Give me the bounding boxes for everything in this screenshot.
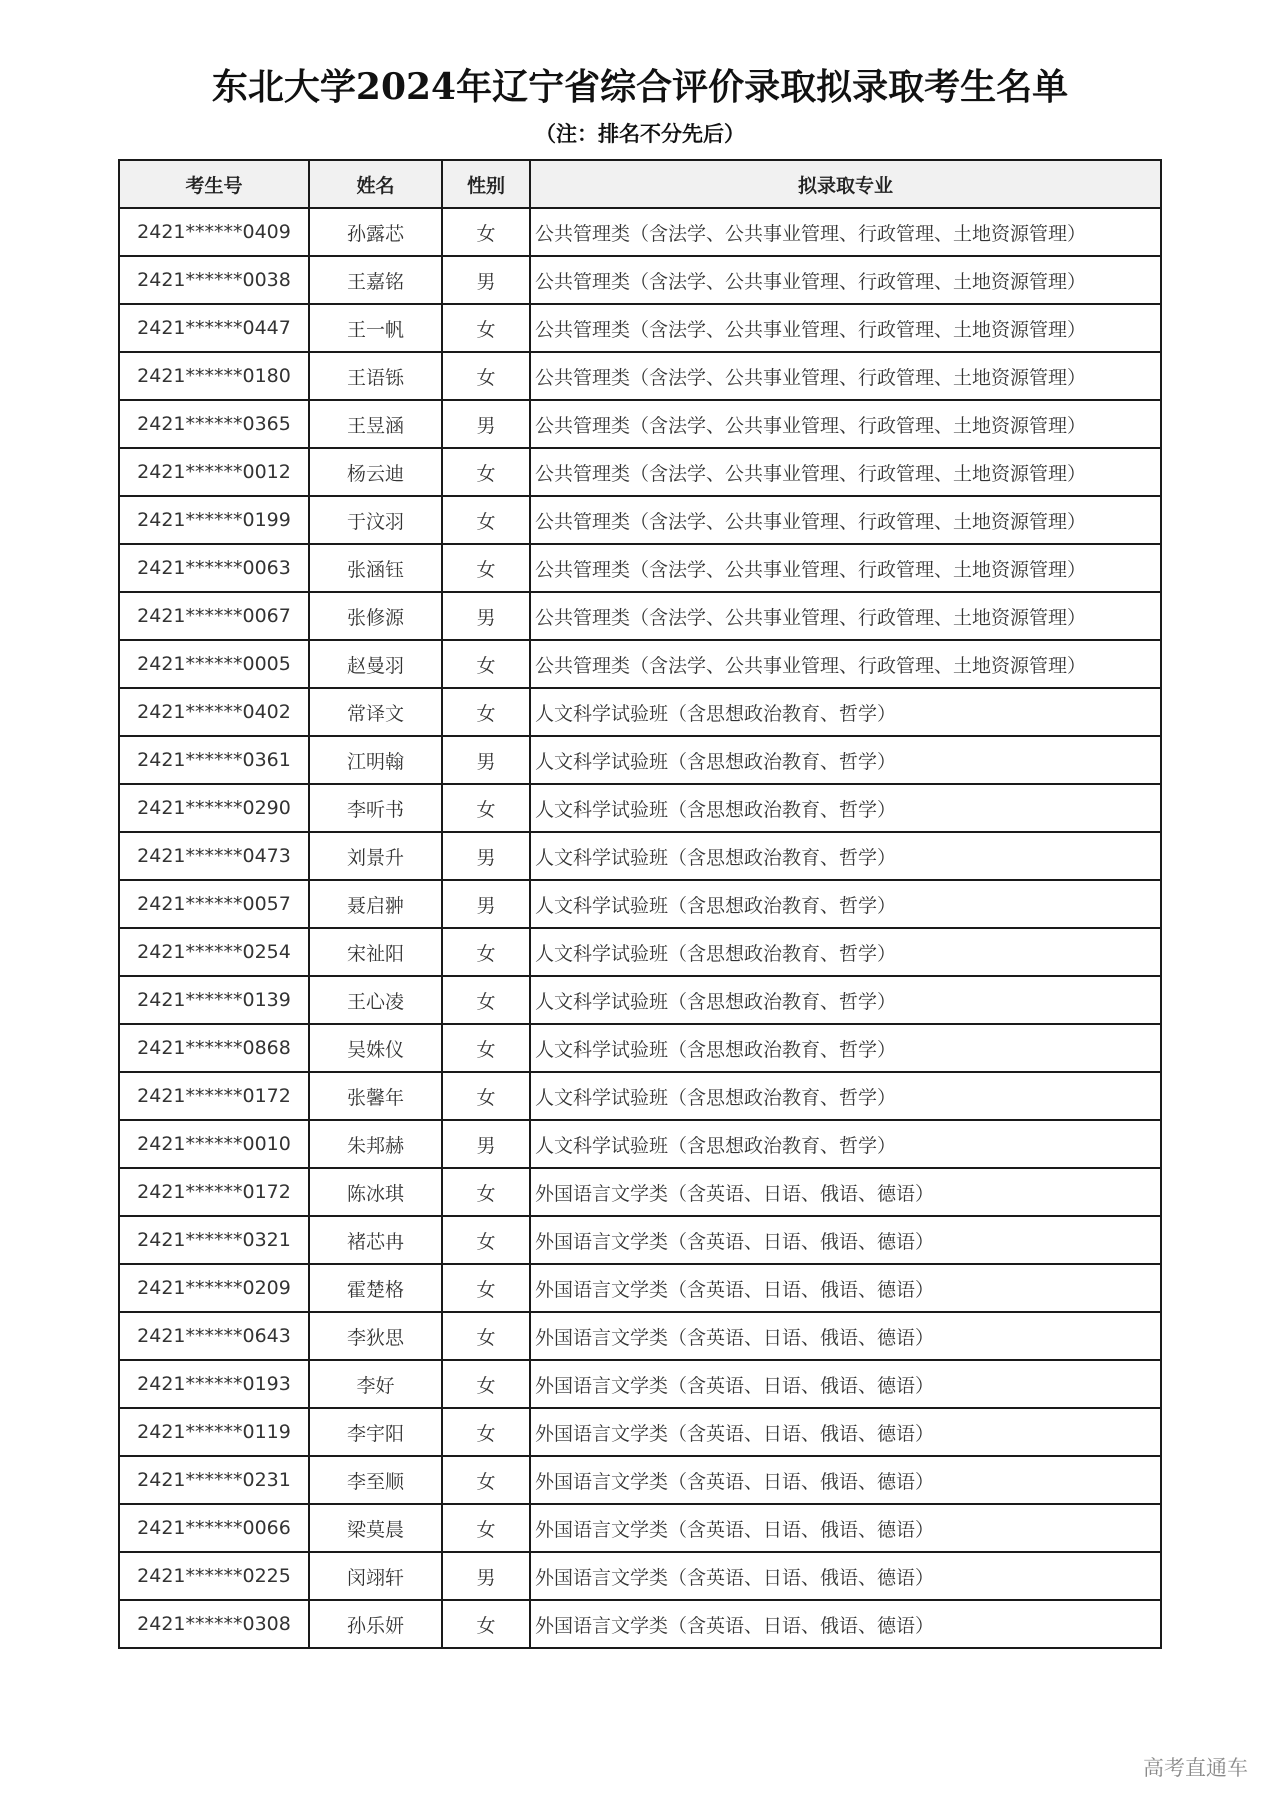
name-cell: 李宇阳 [309, 1408, 442, 1456]
table-row [119, 1600, 1161, 1648]
table-row [119, 1456, 1161, 1504]
major-cell: 公共管理类（含法学、公共事业管理、行政管理、土地资源管理） [530, 640, 1161, 688]
gender-cell: 女 [442, 1456, 530, 1504]
gender-cell: 女 [442, 1600, 530, 1648]
name-cell: 陈冰琪 [309, 1168, 442, 1216]
major-cell: 人文科学试验班（含思想政治教育、哲学） [530, 1024, 1161, 1072]
table-row [119, 592, 1161, 640]
gender-cell: 女 [442, 1168, 530, 1216]
gender-cell: 男 [442, 1552, 530, 1600]
table-row [119, 1072, 1161, 1120]
table-row [119, 640, 1161, 688]
major-cell: 外国语言文学类（含英语、日语、俄语、德语） [530, 1216, 1161, 1264]
candidate-id-cell: 2421******0010 [119, 1120, 309, 1168]
gender-cell: 男 [442, 736, 530, 784]
major-cell: 外国语言文学类（含英语、日语、俄语、德语） [530, 1504, 1161, 1552]
watermark-text: 高考直通车 [1143, 1756, 1248, 1780]
gender-cell: 男 [442, 400, 530, 448]
gender-cell: 女 [442, 1024, 530, 1072]
name-cell: 霍楚格 [309, 1264, 442, 1312]
table-row [119, 1408, 1161, 1456]
major-cell: 公共管理类（含法学、公共事业管理、行政管理、土地资源管理） [530, 352, 1161, 400]
major-cell: 公共管理类（含法学、公共事业管理、行政管理、土地资源管理） [530, 400, 1161, 448]
name-cell: 李听书 [309, 784, 442, 832]
gender-cell: 女 [442, 688, 530, 736]
major-cell: 外国语言文学类（含英语、日语、俄语、德语） [530, 1408, 1161, 1456]
gender-cell: 男 [442, 1120, 530, 1168]
table-row [119, 1024, 1161, 1072]
name-cell: 孙露芯 [309, 208, 442, 256]
candidate-id-cell: 2421******0290 [119, 784, 309, 832]
name-cell: 常译文 [309, 688, 442, 736]
candidate-id-cell: 2421******0172 [119, 1072, 309, 1120]
gender-cell: 女 [442, 1216, 530, 1264]
gender-cell: 男 [442, 880, 530, 928]
candidate-id-cell: 2421******0365 [119, 400, 309, 448]
major-cell: 公共管理类（含法学、公共事业管理、行政管理、土地资源管理） [530, 208, 1161, 256]
major-cell: 外国语言文学类（含英语、日语、俄语、德语） [530, 1312, 1161, 1360]
candidate-id-cell: 2421******0473 [119, 832, 309, 880]
table-row [119, 880, 1161, 928]
name-cell: 闵翊轩 [309, 1552, 442, 1600]
table-row [119, 1120, 1161, 1168]
major-cell: 外国语言文学类（含英语、日语、俄语、德语） [530, 1168, 1161, 1216]
table-row [119, 256, 1161, 304]
name-cell: 李好 [309, 1360, 442, 1408]
candidate-id-cell: 2421******0038 [119, 256, 309, 304]
candidate-id-cell: 2421******0067 [119, 592, 309, 640]
name-cell: 张修源 [309, 592, 442, 640]
gender-cell: 男 [442, 256, 530, 304]
name-cell: 宋祉阳 [309, 928, 442, 976]
gender-cell: 女 [442, 1504, 530, 1552]
major-cell: 公共管理类（含法学、公共事业管理、行政管理、土地资源管理） [530, 448, 1161, 496]
major-cell: 公共管理类（含法学、公共事业管理、行政管理、土地资源管理） [530, 592, 1161, 640]
name-cell: 王语铄 [309, 352, 442, 400]
major-cell: 人文科学试验班（含思想政治教育、哲学） [530, 976, 1161, 1024]
name-cell: 褚芯冉 [309, 1216, 442, 1264]
table-row [119, 832, 1161, 880]
table-body [119, 208, 1161, 1648]
gender-cell: 女 [442, 1408, 530, 1456]
candidate-id-cell: 2421******0172 [119, 1168, 309, 1216]
major-cell: 人文科学试验班（含思想政治教育、哲学） [530, 784, 1161, 832]
candidate-id-cell: 2421******0447 [119, 304, 309, 352]
gender-cell: 女 [442, 208, 530, 256]
candidate-id-cell: 2421******0321 [119, 1216, 309, 1264]
candidate-id-cell: 2421******0868 [119, 1024, 309, 1072]
table-row [119, 544, 1161, 592]
major-cell: 人文科学试验班（含思想政治教育、哲学） [530, 928, 1161, 976]
candidate-id-cell: 2421******0643 [119, 1312, 309, 1360]
name-cell: 杨云迪 [309, 448, 442, 496]
name-cell: 吴姝仪 [309, 1024, 442, 1072]
table-header-row [119, 160, 1161, 208]
table-row [119, 928, 1161, 976]
gender-cell: 女 [442, 304, 530, 352]
gender-cell: 女 [442, 448, 530, 496]
candidate-id-cell: 2421******0119 [119, 1408, 309, 1456]
candidate-id-cell: 2421******0057 [119, 880, 309, 928]
major-cell: 外国语言文学类（含英语、日语、俄语、德语） [530, 1456, 1161, 1504]
table-row [119, 1264, 1161, 1312]
header-major: 拟录取专业 [530, 160, 1161, 208]
candidate-id-cell: 2421******0066 [119, 1504, 309, 1552]
name-cell: 赵曼羽 [309, 640, 442, 688]
table-row [119, 1360, 1161, 1408]
gender-cell: 女 [442, 784, 530, 832]
candidate-id-cell: 2421******0225 [119, 1552, 309, 1600]
candidate-id-cell: 2421******0063 [119, 544, 309, 592]
gender-cell: 女 [442, 928, 530, 976]
name-cell: 朱邦赫 [309, 1120, 442, 1168]
candidate-id-cell: 2421******0361 [119, 736, 309, 784]
candidate-id-cell: 2421******0231 [119, 1456, 309, 1504]
gender-cell: 女 [442, 1072, 530, 1120]
table-row [119, 208, 1161, 256]
candidate-id-cell: 2421******0308 [119, 1600, 309, 1648]
table-row [119, 688, 1161, 736]
name-cell: 王一帆 [309, 304, 442, 352]
major-cell: 人文科学试验班（含思想政治教育、哲学） [530, 736, 1161, 784]
major-cell: 外国语言文学类（含英语、日语、俄语、德语） [530, 1552, 1161, 1600]
major-cell: 人文科学试验班（含思想政治教育、哲学） [530, 880, 1161, 928]
major-cell: 人文科学试验班（含思想政治教育、哲学） [530, 688, 1161, 736]
major-cell: 外国语言文学类（含英语、日语、俄语、德语） [530, 1360, 1161, 1408]
name-cell: 张涵钰 [309, 544, 442, 592]
gender-cell: 女 [442, 640, 530, 688]
table-row [119, 1168, 1161, 1216]
candidate-id-cell: 2421******0005 [119, 640, 309, 688]
gender-cell: 女 [442, 352, 530, 400]
table-row [119, 496, 1161, 544]
table-row [119, 448, 1161, 496]
gender-cell: 女 [442, 1264, 530, 1312]
gender-cell: 男 [442, 832, 530, 880]
name-cell: 王昱涵 [309, 400, 442, 448]
table-row [119, 304, 1161, 352]
major-cell: 外国语言文学类（含英语、日语、俄语、德语） [530, 1600, 1161, 1648]
major-cell: 人文科学试验班（含思想政治教育、哲学） [530, 1072, 1161, 1120]
table-row [119, 784, 1161, 832]
table-row [119, 736, 1161, 784]
gender-cell: 女 [442, 496, 530, 544]
table-row [119, 1504, 1161, 1552]
table-row [119, 400, 1161, 448]
table-row [119, 976, 1161, 1024]
table-row [119, 1312, 1161, 1360]
document-title: 东北大学2024年辽宁省综合评价录取拟录取考生名单 [211, 66, 1069, 108]
header-candidate-id: 考生号 [119, 160, 309, 208]
candidate-id-cell: 2421******0139 [119, 976, 309, 1024]
admission-table [118, 159, 1162, 1649]
major-cell: 人文科学试验班（含思想政治教育、哲学） [530, 832, 1161, 880]
candidate-id-cell: 2421******0193 [119, 1360, 309, 1408]
header-name: 姓名 [309, 160, 442, 208]
name-cell: 李狄思 [309, 1312, 442, 1360]
major-cell: 外国语言文学类（含英语、日语、俄语、德语） [530, 1264, 1161, 1312]
name-cell: 孙乐妍 [309, 1600, 442, 1648]
major-cell: 公共管理类（含法学、公共事业管理、行政管理、土地资源管理） [530, 544, 1161, 592]
name-cell: 于汶羽 [309, 496, 442, 544]
major-cell: 公共管理类（含法学、公共事业管理、行政管理、土地资源管理） [530, 496, 1161, 544]
gender-cell: 男 [442, 592, 530, 640]
major-cell: 公共管理类（含法学、公共事业管理、行政管理、土地资源管理） [530, 256, 1161, 304]
name-cell: 江明翰 [309, 736, 442, 784]
candidate-id-cell: 2421******0409 [119, 208, 309, 256]
table-row [119, 1216, 1161, 1264]
name-cell: 王心凌 [309, 976, 442, 1024]
gender-cell: 女 [442, 1312, 530, 1360]
header-gender: 性别 [442, 160, 530, 208]
gender-cell: 女 [442, 1360, 530, 1408]
candidate-id-cell: 2421******0402 [119, 688, 309, 736]
table-row [119, 352, 1161, 400]
candidate-id-cell: 2421******0012 [119, 448, 309, 496]
name-cell: 梁莫晨 [309, 1504, 442, 1552]
name-cell: 王嘉铭 [309, 256, 442, 304]
gender-cell: 女 [442, 976, 530, 1024]
name-cell: 刘景升 [309, 832, 442, 880]
table-row [119, 1552, 1161, 1600]
candidate-id-cell: 2421******0209 [119, 1264, 309, 1312]
candidate-id-cell: 2421******0254 [119, 928, 309, 976]
candidate-id-cell: 2421******0199 [119, 496, 309, 544]
name-cell: 聂启翀 [309, 880, 442, 928]
major-cell: 公共管理类（含法学、公共事业管理、行政管理、土地资源管理） [530, 304, 1161, 352]
gender-cell: 女 [442, 544, 530, 592]
document-note: （注：排名不分先后） [535, 122, 745, 146]
candidate-id-cell: 2421******0180 [119, 352, 309, 400]
name-cell: 张馨年 [309, 1072, 442, 1120]
name-cell: 李至顺 [309, 1456, 442, 1504]
major-cell: 人文科学试验班（含思想政治教育、哲学） [530, 1120, 1161, 1168]
